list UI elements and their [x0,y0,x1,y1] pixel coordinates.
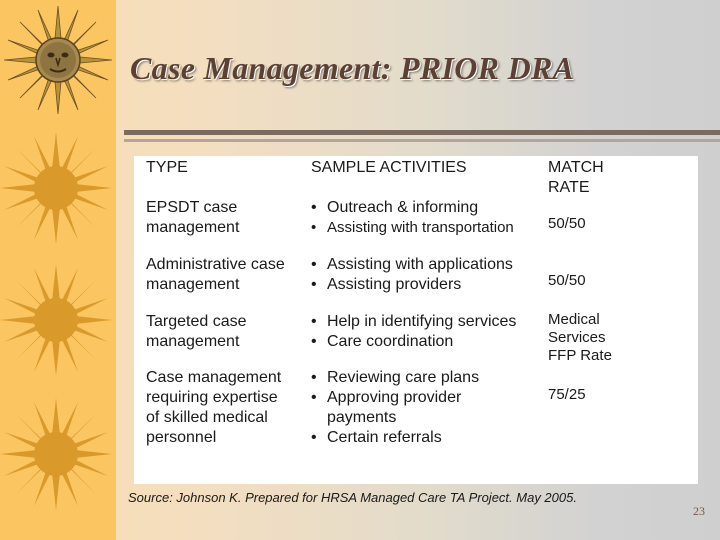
row-2-type: Administrative case management [146,256,285,293]
row-1-rate: 50/50 [548,215,586,232]
list-item: • Care coordination [311,332,516,352]
row-3-rate: Medical Services FFP Rate [548,311,612,364]
sun-face-icon [2,4,114,116]
source-citation: Source: Johnson K. Prepared for HRSA Managed Care TA Project. May 2005. [128,490,577,505]
row-4-activities [311,368,479,448]
list-item: • Reviewing care plans [311,368,479,388]
header-sample-activities: SAMPLE ACTIVITIES [311,159,467,176]
list-item: • Outreach & informing [311,198,514,218]
row-4-rate: 75/25 [548,386,586,403]
header-type: TYPE [146,159,188,176]
list-item: • Assisting with transportation [311,218,514,238]
row-1-type: EPSDT case management [146,199,240,236]
row-4-type: Case management requiring expertise of skilled medical personnel [146,369,282,446]
slide-title: Case Management: PRIOR DRA [130,50,575,86]
title-divider-secondary [124,139,720,142]
sun-decoration-icon [0,130,116,246]
sun-decoration-icon [0,396,116,512]
list-item: • Certain referrals [311,428,479,448]
list-item: • Assisting with applications [311,255,513,275]
row-3-type: Targeted case management [146,313,247,350]
row-3-activities [311,312,516,352]
title-divider [124,130,720,135]
row-2-rate: 50/50 [548,272,586,289]
list-item: • Approving provider payments [311,388,479,428]
sun-decoration-icon [0,262,116,378]
header-match-rate: MATCH RATE [548,159,604,196]
list-item: • Assisting providers [311,275,513,295]
row-1-activities [311,198,514,238]
row-2-activities [311,255,513,295]
list-item: • Help in identifying services [311,312,516,332]
case-management-table [134,156,698,484]
page-number: 23 [693,504,705,518]
